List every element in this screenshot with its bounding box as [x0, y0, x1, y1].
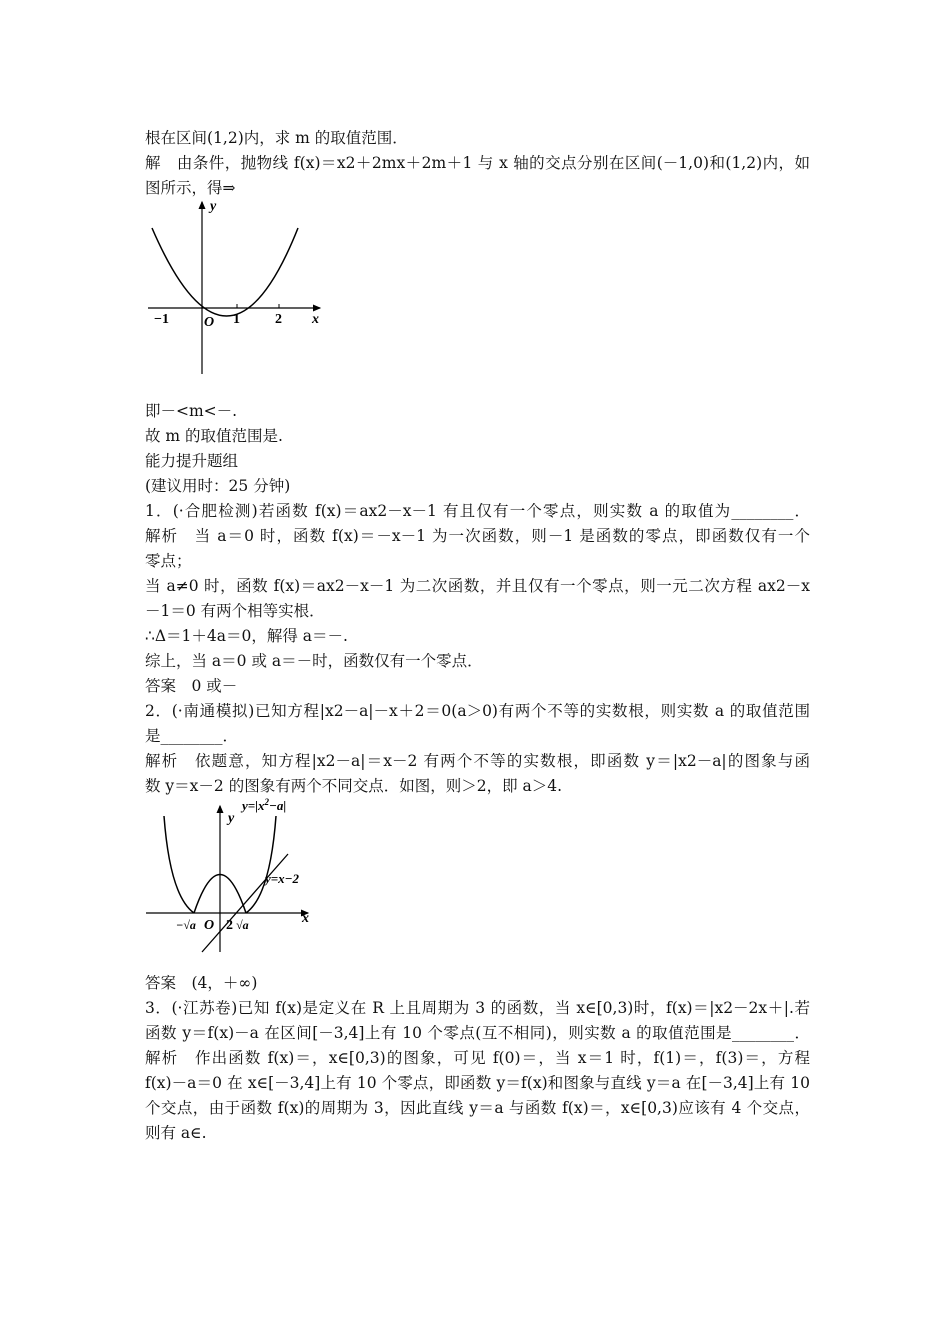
answer-line: 答案 0 或－	[145, 677, 238, 695]
text-line: 故 m 的取值范围是.	[145, 427, 283, 445]
abs-parabola-figure	[140, 796, 320, 956]
text-line: ∴Δ＝1＋4a＝0，解得 a＝－.	[145, 627, 348, 645]
text-line: 解析 依题意，知方程|x2－a|＝x－2 有两个不等的实数根，即函数 y＝|x2－a|的图象与函	[145, 752, 810, 770]
text-line: 综上，当 a＝0 或 a＝－时，函数仅有一个零点．	[145, 652, 483, 670]
text-line: (建议用时：25 分钟)	[145, 477, 291, 495]
parabola-curve	[152, 228, 298, 316]
tick-label: −1	[154, 312, 169, 327]
text-line: 根在区间(1,2)内，求 m 的取值范围．	[145, 129, 408, 147]
text-line: 函数 y＝f(x)－a 在区间[－3,4]上有 10 个零点(互不相同)，则实数 a 的取值范围是________．	[145, 1024, 810, 1042]
text-line: －1＝0 有两个相等实根．	[145, 602, 325, 620]
tick-label: 2	[226, 918, 233, 933]
tick-label: −√a	[176, 918, 196, 932]
text-line: f(x)－a＝0 在 x∈[－3,4]上有 10 个零点，即函数 y＝f(x)和图象与直线 y＝a 在[－3,4]上有 10	[145, 1074, 810, 1092]
x-axis-label: x	[312, 312, 319, 327]
answer-line: 答案 (4，＋∞)	[145, 974, 258, 992]
text-line: 则有 a∈.	[145, 1124, 207, 1142]
text-line: 2．(·南通模拟)已知方程|x2－a|－x＋2＝0(a＞0)有两个不等的实数根，则实数 a 的取值范围	[145, 702, 810, 720]
abs-curve-left	[164, 816, 194, 913]
curve-label: $y=|x^2-a|$	[242, 797, 287, 813]
text-line: 是________．	[145, 727, 239, 745]
section-heading: 能力提升题组	[145, 452, 239, 470]
text-line: 解析 当 a＝0 时，函数 f(x)＝－x－1 为一次函数，则－1 是函数的零点，即函数仅有一个	[145, 527, 810, 545]
text-line: 1．(·合肥检测)若函数 f(x)＝ax2－x－1 有且仅有一个零点，则实数 a 的取值为________．	[145, 502, 810, 520]
tick-label: √a	[236, 918, 249, 932]
line-y-x-minus-2	[202, 854, 288, 952]
text-line: 数 y＝x－2 的图象有两个不同交点．如图，则＞2，即 a＞4.	[145, 777, 563, 795]
line-label: y=x−2	[265, 871, 300, 886]
y-axis-label: y	[210, 199, 217, 214]
tick-label: 1	[233, 312, 240, 327]
x-axis-label: x	[302, 911, 309, 926]
text-line: 即－<m<－.	[145, 402, 238, 420]
text-line: 零点；	[145, 552, 192, 570]
parabola-figure	[140, 196, 340, 378]
origin-label: O	[204, 315, 215, 330]
text-line: 当 a≠0 时，函数 f(x)＝ax2－x－1 为二次函数，并且仅有一个零点，则一元二次方程 ax2－x	[145, 577, 810, 595]
text-line: 3．(·江苏卷)已知 f(x)是定义在 R 上且周期为 3 的函数，当 x∈[0,3)时，f(x)＝|x2－2x＋|.若	[145, 999, 810, 1017]
tick-label: 2	[275, 312, 282, 327]
abs-curve-right	[246, 816, 276, 913]
text-line: 解析 作出函数 f(x)＝，x∈[0,3)的图象，可见 f(0)＝，当 x＝1 时，f(1)＝，f(3)＝，方程	[145, 1049, 810, 1067]
y-axis-label: y	[228, 811, 235, 826]
origin-label: O	[204, 918, 215, 933]
text-line: 图所示，得⇒	[145, 179, 236, 197]
text-line: 个交点，由于函数 f(x)的周期为 3，因此直线 y＝a 与函数 f(x)＝，x∈[0,3)应该有 4 个交点，	[145, 1099, 810, 1117]
text-line: 解 由条件，抛物线 f(x)＝x2＋2mx＋2m＋1 与 x 轴的交点分别在区间(－1,0)和(1,2)内，如	[145, 154, 810, 172]
